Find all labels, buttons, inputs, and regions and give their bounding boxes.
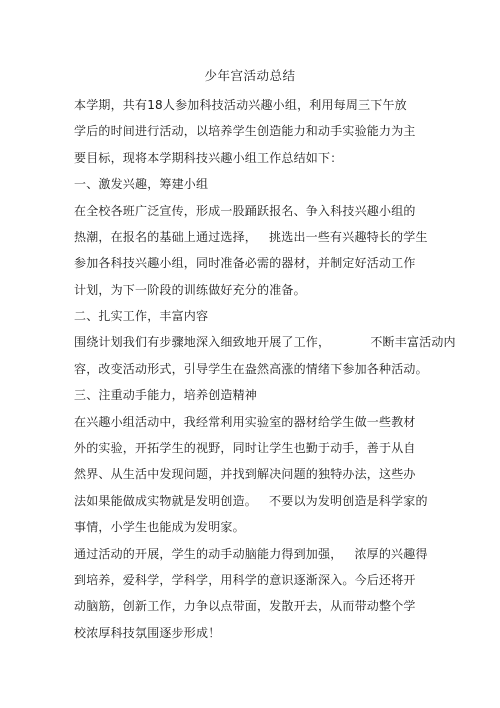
paragraph-line: 法如果能做成实物就是发明创造。 不要以为发明创造是科学家的 [74, 494, 428, 508]
paragraph-line: 热潮，在报名的基础上通过选择， 挑选出一些有兴趣特长的学生 [74, 230, 428, 244]
paragraph-line: 到培养，爱科学，学科学，用科学的意识逐渐深入。今后还将开 [74, 573, 416, 587]
paragraph-line: 本学期，共有18人参加科技活动兴趣小组，利用每周三下午放 [74, 98, 407, 112]
section-heading: 一、激发兴趣，筹建小组 [74, 177, 209, 191]
paragraph-line: 要目标，现将本学期科技兴趣小组工作总结如下： [74, 151, 343, 165]
paragraph-line: 参加各科技兴趣小组，同时准备必需的器材，并制定好活动工作 [74, 256, 416, 270]
paragraph-line: 在兴趣小组活动中，我经常利用实验室的器材给学生做一些教材 [74, 415, 416, 429]
section-heading: 二、扎实工作，丰富内容 [74, 309, 209, 323]
paragraph-line: 动脑筋，创新工作，力争以点带面，发散开去，从而带动整个学 [74, 599, 416, 613]
paragraph-line: 学后的时间进行活动，以培养学生创造能力和动手实验能力为主 [74, 124, 416, 138]
paragraph-line: 事情，小学生也能成为发明家。 [74, 520, 245, 534]
paragraph-line: 容，改变活动形式，引导学生在盎然高涨的情绪下参加各种活动。 [74, 362, 428, 376]
paragraph-line: 在全校各班广泛宣传，形成一股踊跃报名、争入科技兴趣小组的 [74, 204, 416, 218]
paragraph-line: 计划，为下一阶段的训练做好充分的准备。 [74, 283, 306, 297]
paragraph-line: 通过活动的开展，学生的动手动脑能力得到加强， 浓厚的兴趣得 [74, 547, 428, 561]
paragraph-line: 围绕计划我们有步骤地深入细致地开展了工作， 不断丰富活动内 [74, 335, 456, 349]
paragraph-line: 然界、从生活中发现问题，并找到解决问题的独特办法，这些办 [74, 467, 416, 481]
paragraph-line: 校浓厚科技氛围逐步形成！ [74, 626, 221, 640]
section-heading: 三、注重动手能力，培养创造精神 [74, 388, 258, 402]
document-title: 少年宫活动总结 [204, 68, 296, 83]
paragraph-line: 外的实验，开拓学生的视野，同时让学生也勤于动手，善于从自 [74, 441, 416, 455]
